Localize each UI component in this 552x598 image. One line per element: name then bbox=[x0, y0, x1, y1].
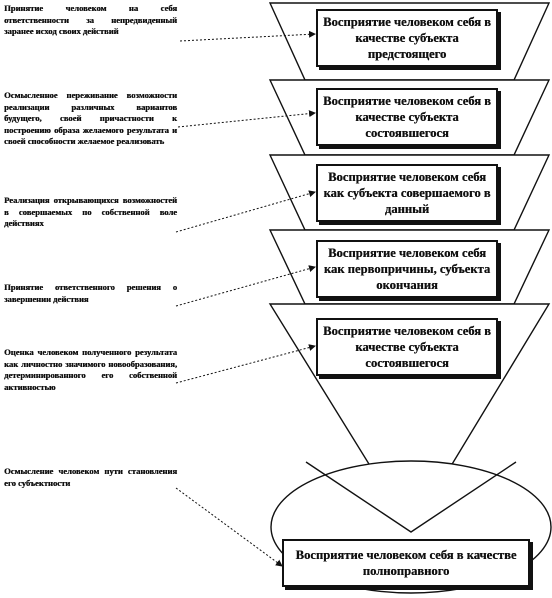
connector-arrow-3 bbox=[176, 192, 315, 232]
stage-6-description bbox=[4, 466, 177, 489]
stage-2-description-text: Осмысленное переживание возможности реализации различных вариантов будущего, своей причастности к построению образа желаемого результата и своей способности желаемое реализовать bbox=[4, 90, 177, 147]
stage-5-description bbox=[4, 347, 177, 393]
stage-6-box bbox=[282, 539, 530, 587]
stage-1-description-text: Принятие человеком на себя ответственности за непредвиденный заранее исход своих действий bbox=[4, 3, 177, 37]
stage-1-description bbox=[4, 3, 177, 38]
stage-5-box-text: Восприятие человеком себя в качестве субъекта состоявшегося bbox=[323, 324, 491, 370]
stage-3-box bbox=[316, 164, 498, 222]
stage-4-description-text: Принятие ответственного решения о завершении действия bbox=[4, 282, 177, 304]
stage-3-description-text: Реализация открывающихся возможностей в совершаемых по собственной воле действиях bbox=[4, 195, 177, 229]
stage-5-box bbox=[316, 318, 498, 376]
stage-3-description bbox=[4, 195, 177, 230]
stage-6-description-text: Осмысление человеком пути становления его субъектности bbox=[4, 466, 177, 488]
connector-arrow-6 bbox=[176, 488, 282, 566]
stage-4-box-text: Восприятие человеком себя как первопричины, субъекта окончания bbox=[323, 246, 491, 292]
stage-2-box bbox=[316, 88, 498, 146]
stage-3-box-text: Восприятие человеком себя как субъекта совершаемого в данный bbox=[323, 170, 491, 216]
stage-2-description bbox=[4, 90, 177, 148]
stage-1-box-text: Восприятие человеком себя в качестве субъекта предстоящего bbox=[323, 15, 491, 61]
stage-5-description-text: Оценка человеком полученного результата как личностно значимого новообразования, детерминированного его собственной активностью bbox=[4, 347, 177, 392]
stage-6-box-text: Восприятие человеком себя в качестве полноправного bbox=[295, 548, 517, 578]
stage-4-description bbox=[4, 282, 177, 305]
stage-1-box bbox=[316, 9, 498, 67]
stage-2-box-text: Восприятие человеком себя в качестве субъекта состоявшегося bbox=[323, 94, 491, 140]
stage-4-box bbox=[316, 240, 498, 298]
connector-arrow-5 bbox=[176, 346, 315, 383]
